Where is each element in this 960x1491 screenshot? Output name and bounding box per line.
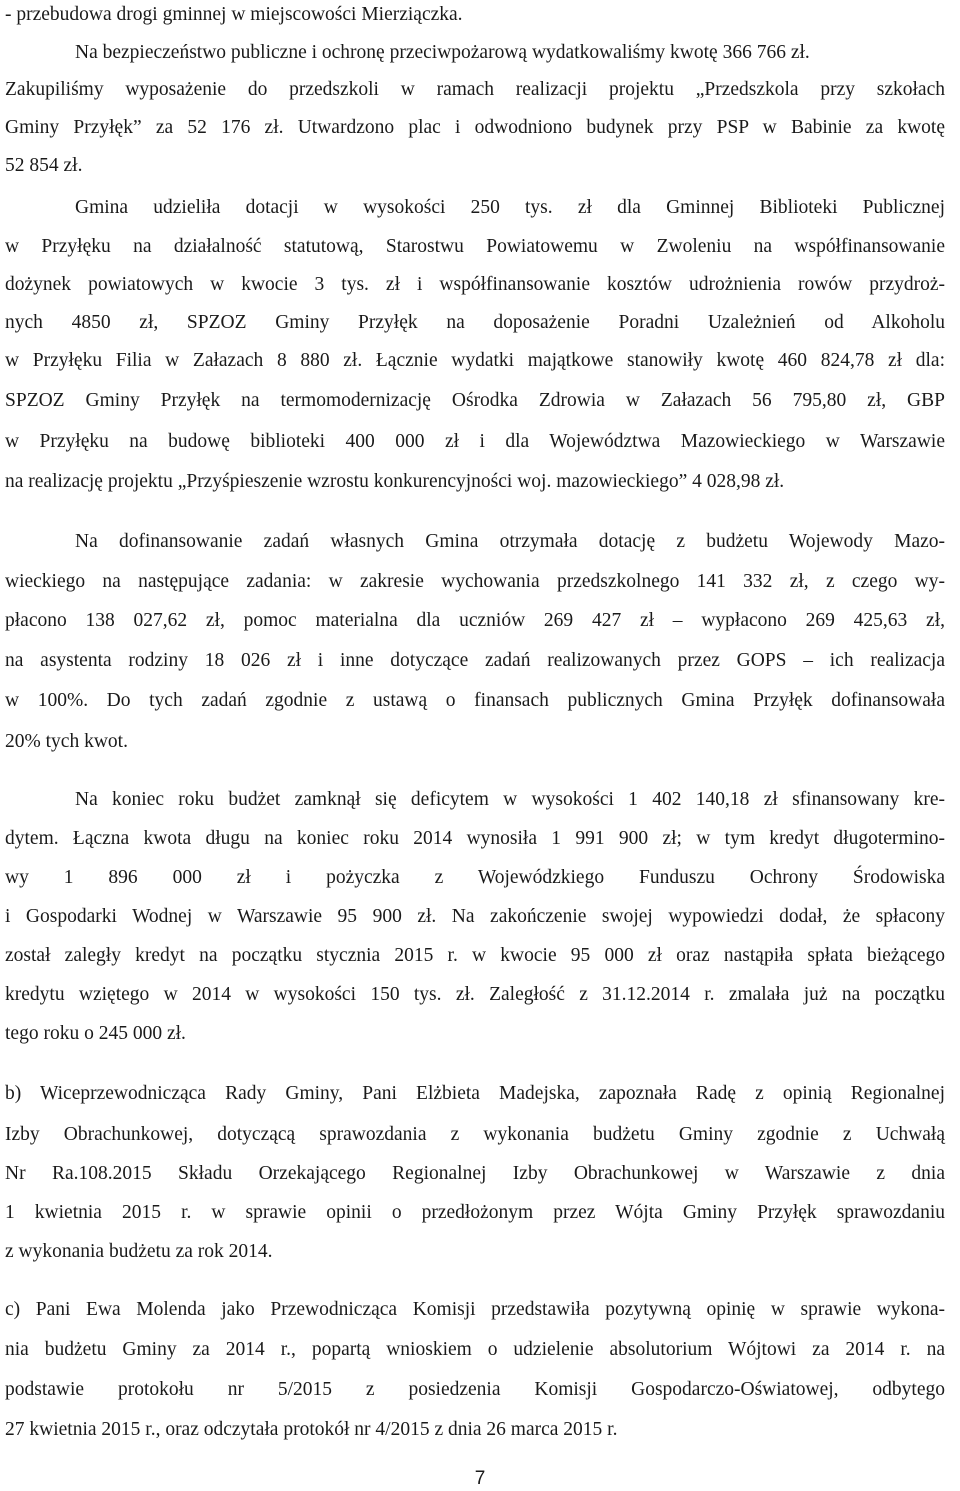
text-line: SPZOZ Gminy Przyłęk na termomodernizację Ośrodka Zdrowia w Załazach 56 795,80 zł, GBP [5, 390, 945, 411]
text-line: 27 kwietnia 2015 r., oraz odczytała protokół nr 4/2015 z dnia 26 marca 2015 r. [5, 1419, 618, 1440]
text-line: został zaległy kredyt na początku stycznia 2015 r. w kwocie 95 000 zł oraz nastąpiła spłata bieżącego [5, 945, 945, 966]
text-line: dytem. Łączna kwota długu na koniec roku 2014 wynosiła 1 991 900 zł; w tym kredyt długotermino- [5, 828, 945, 849]
text-line: płacono 138 027,62 zł, pomoc materialna dla uczniów 269 427 zł – wypłacono 269 425,63 zł, [5, 610, 945, 631]
text-line: dożynek powiatowych w kwocie 3 tys. zł i współfinansowanie kosztów udrożnienia rowów przydroż- [5, 274, 945, 295]
text-line: b) Wiceprzewodnicząca Rady Gminy, Pani Elżbieta Madejska, zapoznała Radę z opinią Regionalnej [5, 1083, 945, 1104]
text-line: wieckiego na następujące zadania: w zakresie wychowania przedszkolnego 141 332 zł, z czego wy- [5, 571, 945, 592]
text-line: tego roku o 245 000 zł. [5, 1023, 186, 1044]
text-line: Na bezpieczeństwo publiczne i ochronę przeciwpożarową wydatkowaliśmy kwotę 366 766 zł. [75, 42, 810, 63]
text-line: - przebudowa drogi gminnej w miejscowości Mierziączka. [5, 4, 463, 25]
text-line: 20% tych kwot. [5, 731, 128, 752]
text-line: c) Pani Ewa Molenda jako Przewodnicząca Komisji przedstawiła pozytywną opinię w sprawie wykona- [5, 1299, 945, 1320]
text-line: Zakupiliśmy wyposażenie do przedszkoli w ramach realizacji projektu „Przedszkola przy szkołach [5, 79, 945, 100]
text-line: Izby Obrachunkowej, dotyczącą sprawozdania z wykonania budżetu Gminy zgodnie z Uchwałą [5, 1124, 945, 1145]
text-line: w Przyłęku na działalność statutową, Starostwu Powiatowemu w Zwoleniu na współfinansowanie [5, 236, 945, 257]
text-line: w Przyłęku na budowę biblioteki 400 000 zł i dla Województwa Mazowieckiego w Warszawie [5, 431, 945, 452]
text-line: nych 4850 zł, SPZOZ Gminy Przyłęk na doposażenie Poradni Uzależnień od Alkoholu [5, 312, 945, 333]
text-line: Na dofinansowanie zadań własnych Gmina otrzymała dotację z budżetu Wojewody Mazo- [75, 531, 945, 552]
text-line: 1 kwietnia 2015 r. w sprawie opinii o przedłożonym przez Wójta Gminy Przyłęk sprawozdaniu [5, 1202, 945, 1223]
text-line: w 100%. Do tych zadań zgodnie z ustawą o finansach publicznych Gmina Przyłęk dofinansowała [5, 690, 945, 711]
text-line: nia budżetu Gminy za 2014 r., popartą wnioskiem o udzielenie absolutorium Wójtowi za 2014 r. na [5, 1339, 945, 1360]
text-line: Gmina udzieliła dotacji w wysokości 250 tys. zł dla Gminnej Biblioteki Publicznej [75, 197, 945, 218]
text-line: Gminy Przyłęk” za 52 176 zł. Utwardzono plac i odwodniono budynek przy PSP w Babinie za kwotę [5, 117, 945, 138]
text-line: podstawie protokołu nr 5/2015 z posiedzenia Komisji Gospodarczo-Oświatowej, odbytego [5, 1379, 945, 1400]
text-line: Na koniec roku budżet zamknął się deficytem w wysokości 1 402 140,18 zł sfinansowany kre- [75, 789, 945, 810]
text-line: na realizację projektu „Przyśpieszenie wzrostu konkurencyjności woj. mazowieckiego” 4 028,98 zł. [5, 471, 785, 492]
text-line: Nr Ra.108.2015 Składu Orzekającego Regionalnej Izby Obrachunkowej w Warszawie z dnia [5, 1163, 945, 1184]
page-number: 7 [474, 1468, 486, 1489]
text-line: 52 854 zł. [5, 155, 83, 176]
text-line: na asystenta rodziny 18 026 zł i inne dotyczące zadań realizowanych przez GOPS – ich realizacja [5, 650, 945, 671]
text-line: z wykonania budżetu za rok 2014. [5, 1241, 273, 1262]
text-line: i Gospodarki Wodnej w Warszawie 95 900 zł. Na zakończenie swojej wypowiedzi dodał, że spłacony [5, 906, 945, 927]
text-line: wy 1 896 000 zł i pożyczka z Wojewódzkiego Funduszu Ochrony Środowiska [5, 867, 945, 888]
text-line: w Przyłęku Filia w Załazach 8 880 zł. Łącznie wydatki majątkowe stanowiły kwotę 460 824,78 zł dla: [5, 350, 945, 371]
text-line: kredytu wziętego w 2014 w wysokości 150 tys. zł. Zaległość z 31.12.2014 r. zmalała już na początku [5, 984, 945, 1005]
